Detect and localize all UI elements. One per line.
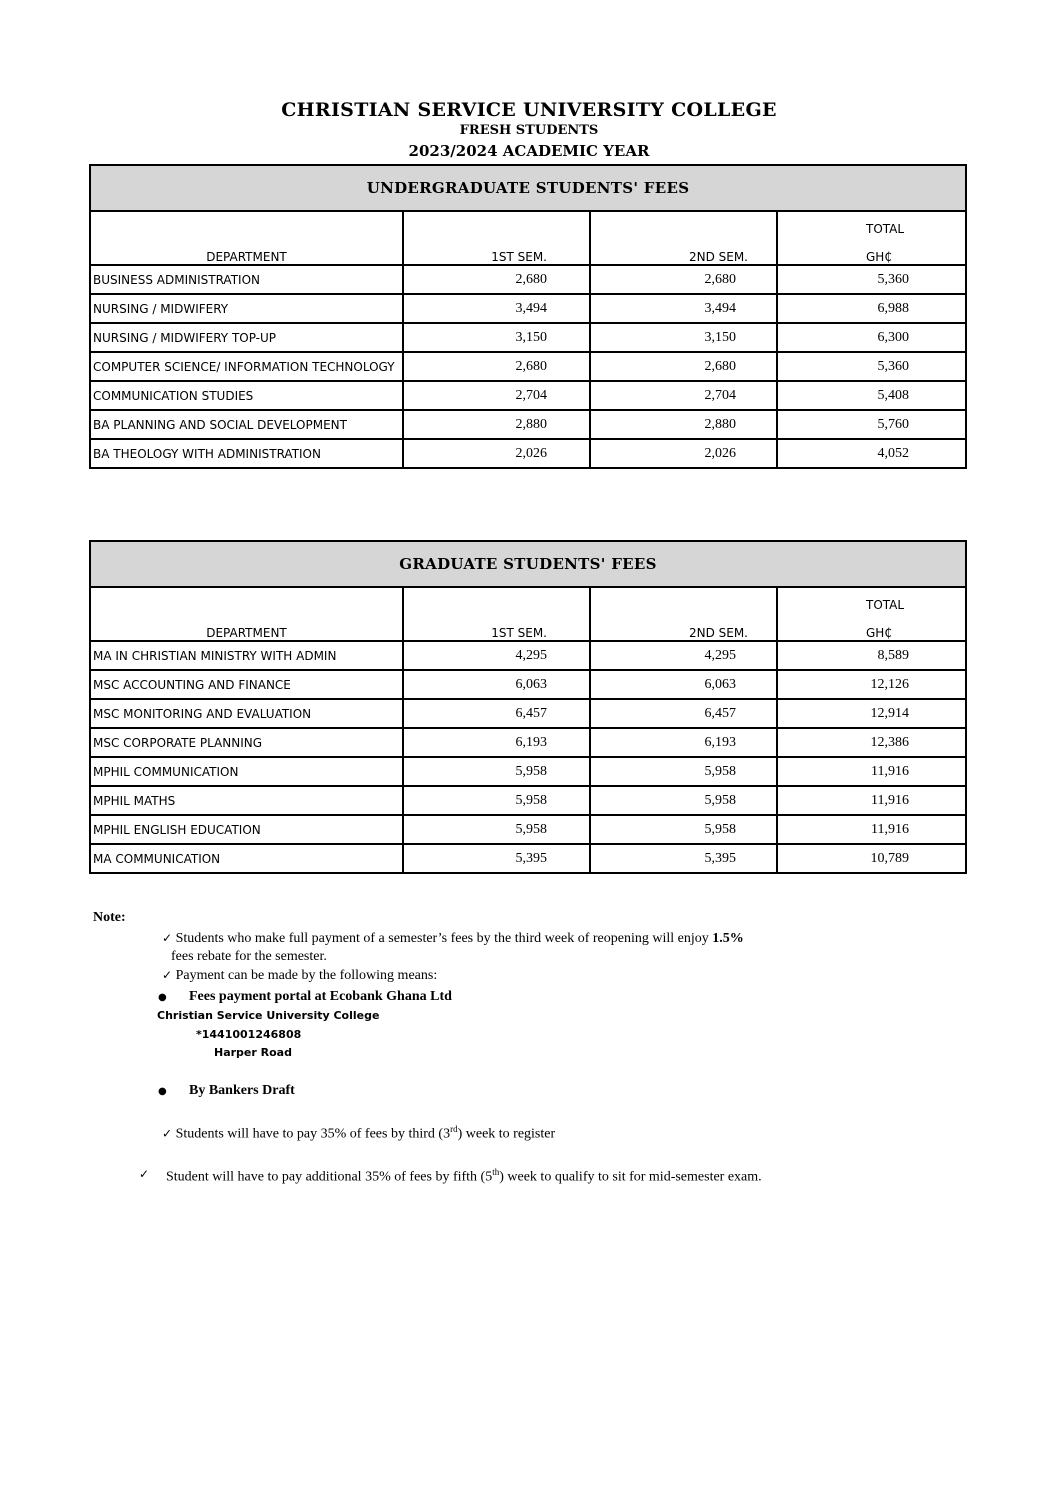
table-row xyxy=(90,265,966,294)
currency-label: GH₵ xyxy=(866,626,892,640)
first-semester-cell: 3,494 xyxy=(403,294,590,323)
midsem-text-a: Student will have to pay additional 35% of fees by fifth (5 xyxy=(166,1169,493,1185)
registration-ordinal: rd xyxy=(450,1124,458,1134)
first-semester-column-header: 1ST SEM. xyxy=(403,211,590,265)
total-cell: 12,914 xyxy=(777,699,966,728)
first-semester-cell: 3,150 xyxy=(403,323,590,352)
undergraduate-table-title: UNDERGRADUATE STUDENTS' FEES xyxy=(90,165,966,211)
department-cell: NURSING / MIDWIFERY TOP-UP xyxy=(90,323,403,352)
account-name: Christian Service University College xyxy=(157,1009,380,1022)
table-row xyxy=(90,757,966,786)
table-row xyxy=(90,352,966,381)
undergraduate-fees-table xyxy=(89,164,967,469)
department-cell: BUSINESS ADMINISTRATION xyxy=(90,265,403,294)
second-semester-cell: 2,880 xyxy=(590,410,777,439)
department-cell: COMMUNICATION STUDIES xyxy=(90,381,403,410)
document-subtitle: FRESH STUDENTS xyxy=(459,123,599,138)
second-semester-column-header: 2ND SEM. xyxy=(590,211,777,265)
first-semester-cell: 2,026 xyxy=(403,439,590,468)
total-cell: 8,589 xyxy=(777,641,966,670)
total-cell: 5,760 xyxy=(777,410,966,439)
first-semester-cell: 5,958 xyxy=(403,815,590,844)
currency-label: GH₵ xyxy=(866,250,892,264)
second-semester-cell: 2,680 xyxy=(590,265,777,294)
department-cell: MSC CORPORATE PLANNING xyxy=(90,728,403,757)
second-semester-cell: 5,958 xyxy=(590,757,777,786)
payment-means-note xyxy=(162,968,437,984)
graduate-table-title: GRADUATE STUDENTS' FEES xyxy=(90,541,966,587)
notes-title: Note: xyxy=(93,910,126,925)
department-cell: MPHIL COMMUNICATION xyxy=(90,757,403,786)
first-semester-cell: 2,680 xyxy=(403,352,590,381)
second-semester-cell: 5,958 xyxy=(590,786,777,815)
department-cell: BA PLANNING AND SOCIAL DEVELOPMENT xyxy=(90,410,403,439)
bullet-icon: ● xyxy=(158,1086,167,1097)
department-cell: MSC ACCOUNTING AND FINANCE xyxy=(90,670,403,699)
checkmark-icon: ✓ xyxy=(162,931,173,945)
second-semester-cell: 6,193 xyxy=(590,728,777,757)
first-semester-cell: 2,680 xyxy=(403,265,590,294)
registration-note xyxy=(162,1124,555,1143)
midsem-text-b: ) week to qualify to sit for mid-semester exam. xyxy=(499,1169,762,1185)
second-semester-cell: 6,457 xyxy=(590,699,777,728)
institution-title: CHRISTIAN SERVICE UNIVERSITY COLLEGE xyxy=(281,99,777,121)
graduate-fees-table xyxy=(89,540,967,874)
checkmark-icon: ✓ xyxy=(139,1167,150,1181)
department-cell: MPHIL ENGLISH EDUCATION xyxy=(90,815,403,844)
department-cell: BA THEOLOGY WITH ADMINISTRATION xyxy=(90,439,403,468)
table-row xyxy=(90,410,966,439)
table-row xyxy=(90,786,966,815)
table-row xyxy=(90,728,966,757)
department-cell: COMPUTER SCIENCE/ INFORMATION TECHNOLOGY xyxy=(90,352,403,381)
second-semester-cell: 5,958 xyxy=(590,815,777,844)
total-column-header xyxy=(777,587,966,641)
registration-text-a: Students will have to pay 35% of fees by third (3 xyxy=(175,1126,451,1142)
second-semester-cell: 3,494 xyxy=(590,294,777,323)
checkmark-icon: ✓ xyxy=(162,1126,173,1141)
account-number: *1441001246808 xyxy=(196,1028,302,1041)
bankers-draft-text: By Bankers Draft xyxy=(189,1083,295,1098)
first-semester-cell: 6,457 xyxy=(403,699,590,728)
first-semester-cell: 6,193 xyxy=(403,728,590,757)
second-semester-column-header: 2ND SEM. xyxy=(590,587,777,641)
second-semester-cell: 6,063 xyxy=(590,670,777,699)
first-semester-cell: 2,880 xyxy=(403,410,590,439)
table-row xyxy=(90,844,966,873)
total-cell: 10,789 xyxy=(777,844,966,873)
table-row xyxy=(90,641,966,670)
first-semester-column-header: 1ST SEM. xyxy=(403,587,590,641)
department-column-header: DEPARTMENT xyxy=(90,587,403,641)
table-row xyxy=(90,439,966,468)
department-cell: MSC MONITORING AND EVALUATION xyxy=(90,699,403,728)
first-semester-cell: 5,958 xyxy=(403,786,590,815)
first-semester-cell: 5,395 xyxy=(403,844,590,873)
second-semester-cell: 4,295 xyxy=(590,641,777,670)
department-cell: MA IN CHRISTIAN MINISTRY WITH ADMIN xyxy=(90,641,403,670)
total-cell: 12,126 xyxy=(777,670,966,699)
total-cell: 5,360 xyxy=(777,352,966,381)
total-label: TOTAL xyxy=(866,598,905,612)
portal-bullet xyxy=(158,989,452,1005)
first-semester-cell: 6,063 xyxy=(403,670,590,699)
rebate-text: Students who make full payment of a semester’s fees by the third week of reopening will enjoy xyxy=(175,931,713,946)
academic-year: 2023/2024 ACADEMIC YEAR xyxy=(408,142,650,160)
second-semester-cell: 3,150 xyxy=(590,323,777,352)
bankers-draft-bullet xyxy=(158,1083,295,1099)
total-cell: 4,052 xyxy=(777,439,966,468)
first-semester-cell: 5,958 xyxy=(403,757,590,786)
payment-means-text: Payment can be made by the following means: xyxy=(175,968,438,983)
total-cell: 12,386 xyxy=(777,728,966,757)
rebate-percent: 1.5% xyxy=(712,931,744,946)
registration-text-b: ) week to register xyxy=(457,1126,556,1142)
first-semester-cell: 2,704 xyxy=(403,381,590,410)
total-cell: 5,360 xyxy=(777,265,966,294)
total-cell: 6,988 xyxy=(777,294,966,323)
second-semester-cell: 2,026 xyxy=(590,439,777,468)
total-cell: 6,300 xyxy=(777,323,966,352)
total-column-header xyxy=(777,211,966,265)
midsem-ordinal: th xyxy=(492,1167,500,1177)
first-semester-cell: 4,295 xyxy=(403,641,590,670)
department-cell: MPHIL MATHS xyxy=(90,786,403,815)
midsem-note xyxy=(139,1167,762,1185)
portal-text: Fees payment portal at Ecobank Ghana Ltd xyxy=(189,989,452,1004)
second-semester-cell: 2,704 xyxy=(590,381,777,410)
checkmark-icon: ✓ xyxy=(162,968,173,982)
table-row xyxy=(90,323,966,352)
table-row xyxy=(90,670,966,699)
department-cell: MA COMMUNICATION xyxy=(90,844,403,873)
table-row xyxy=(90,381,966,410)
bank-branch: Harper Road xyxy=(214,1046,292,1059)
second-semester-cell: 5,395 xyxy=(590,844,777,873)
table-row xyxy=(90,699,966,728)
table-row xyxy=(90,294,966,323)
rebate-note-continued: fees rebate for the semester. xyxy=(171,949,327,964)
table-row xyxy=(90,815,966,844)
department-column-header: DEPARTMENT xyxy=(90,211,403,265)
second-semester-cell: 2,680 xyxy=(590,352,777,381)
department-cell: NURSING / MIDWIFERY xyxy=(90,294,403,323)
total-cell: 11,916 xyxy=(777,815,966,844)
total-cell: 11,916 xyxy=(777,786,966,815)
total-cell: 11,916 xyxy=(777,757,966,786)
bullet-icon: ● xyxy=(158,992,167,1003)
total-label: TOTAL xyxy=(866,222,905,236)
rebate-note xyxy=(162,931,744,947)
total-cell: 5,408 xyxy=(777,381,966,410)
